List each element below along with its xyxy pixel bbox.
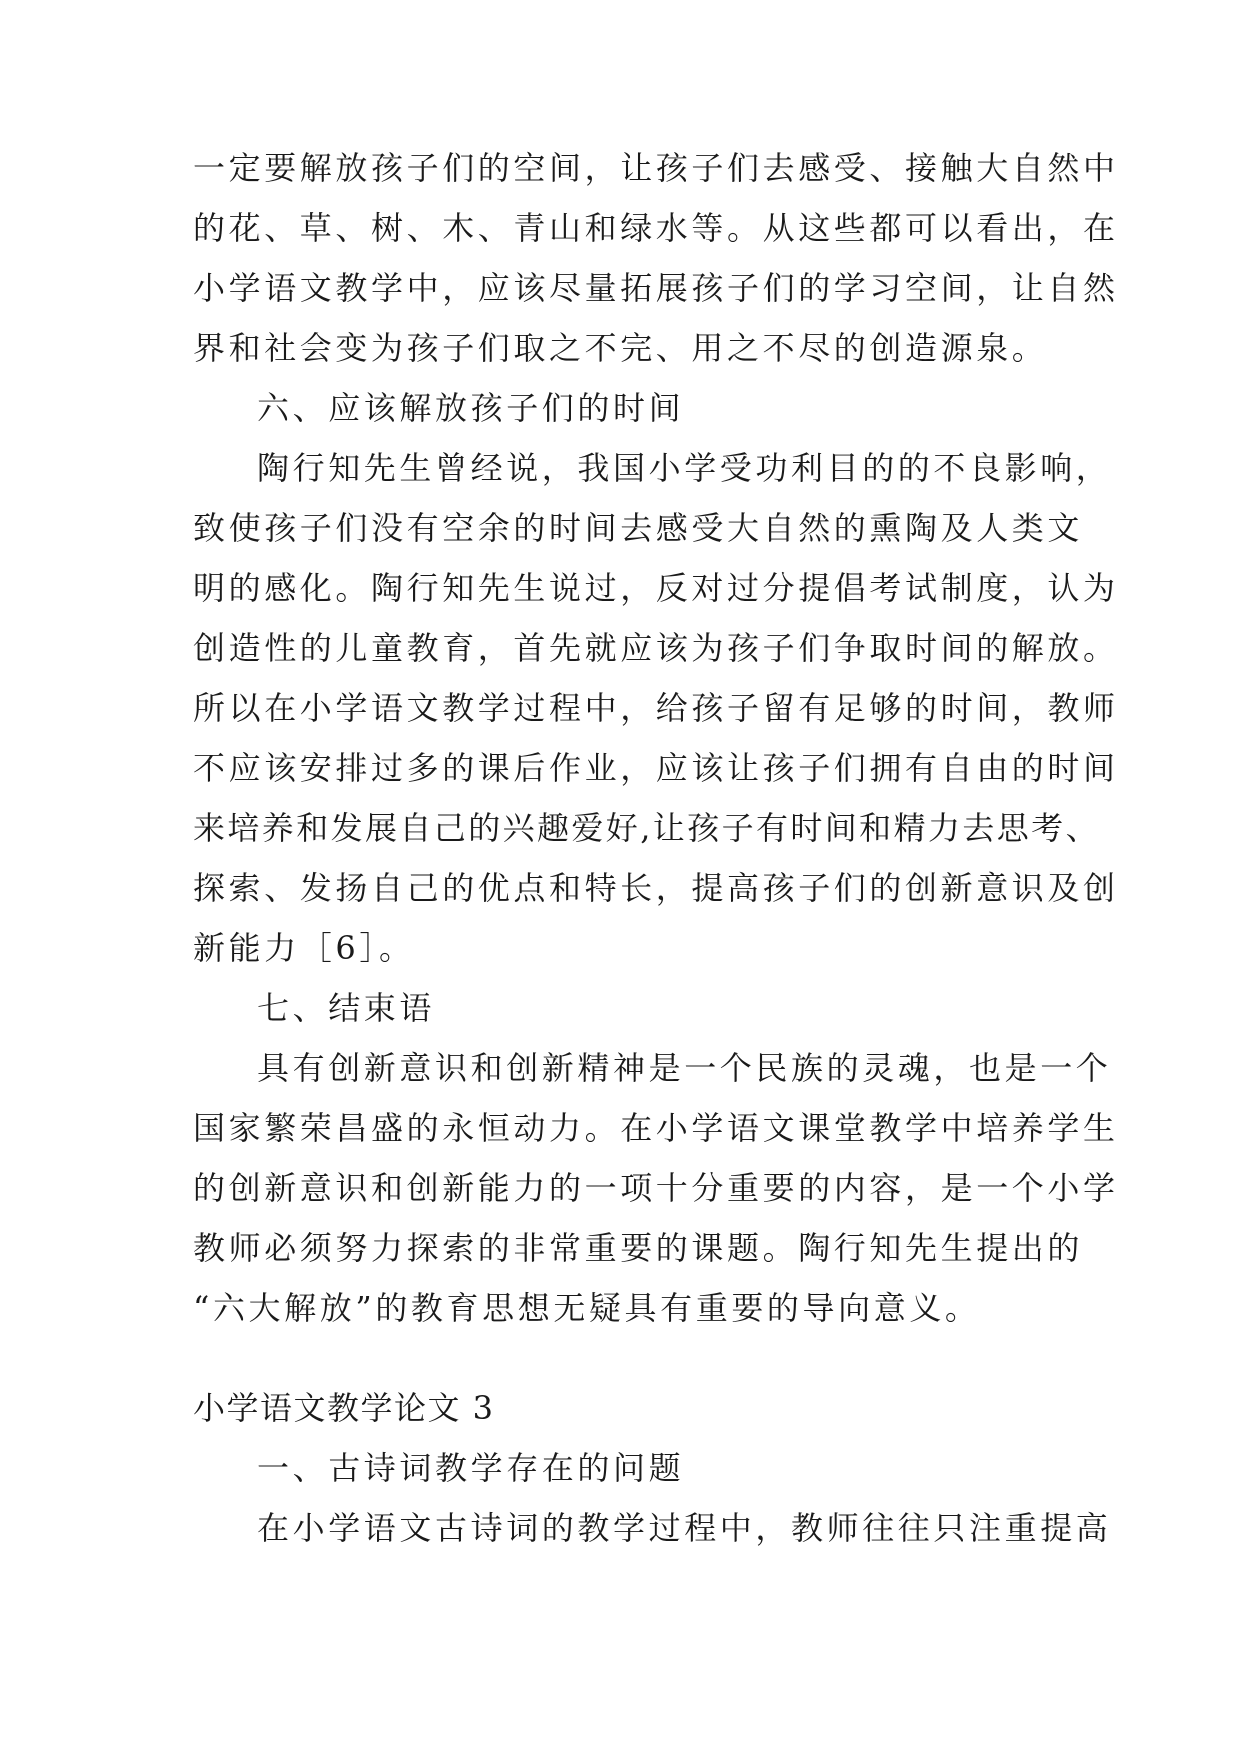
paragraph-line: 的花、草、树、木、青山和绿水等。从这些都可以看出，在 xyxy=(193,209,1119,247)
section-heading: 六、应该解放孩子们的时间 xyxy=(257,389,685,427)
paragraph-line: 界和社会变为孩子们取之不完、用之不尽的创造源泉。 xyxy=(193,329,1048,367)
paragraph-line: 新能力［6］。 xyxy=(193,929,415,967)
paragraph-line: 明的感化。陶行知先生说过，反对过分提倡考试制度，认为 xyxy=(193,569,1119,607)
section-heading: 七、结束语 xyxy=(257,989,436,1027)
paragraph-line: 不应该安排过多的课后作业，应该让孩子们拥有自由的时间 xyxy=(193,749,1119,787)
paragraph-line: 来培养和发展自己的兴趣爱好,让孩子有时间和精力去思考、 xyxy=(193,809,1100,847)
section-heading: 一、古诗词教学存在的问题 xyxy=(257,1449,685,1487)
paragraph-line: 创造性的儿童教育，首先就应该为孩子们争取时间的解放。 xyxy=(193,629,1119,667)
paragraph-line: 教师必须努力探索的非常重要的课题。陶行知先生提出的 xyxy=(193,1229,1084,1267)
paragraph-line: 在小学语文古诗词的教学过程中，教师往往只注重提高 xyxy=(257,1509,1112,1547)
paragraph-line: “六大解放”的教育思想无疑具有重要的导向意义。 xyxy=(193,1289,981,1327)
paragraph-line: 小学语文教学中，应该尽量拓展孩子们的学习空间，让自然 xyxy=(193,269,1119,307)
paragraph-line: 致使孩子们没有空余的时间去感受大自然的熏陶及人类文 xyxy=(193,509,1084,547)
paragraph-line: 的创新意识和创新能力的一项十分重要的内容，是一个小学 xyxy=(193,1169,1119,1207)
article-title: 小学语文教学论文 3 xyxy=(193,1389,495,1427)
paragraph-line: 所以在小学语文教学过程中，给孩子留有足够的时间，教师 xyxy=(193,689,1119,727)
paragraph-line: 国家繁荣昌盛的永恒动力。在小学语文课堂教学中培养学生 xyxy=(193,1109,1119,1147)
paragraph-line: 探索、发扬自己的优点和特长，提高孩子们的创新意识及创 xyxy=(193,869,1119,907)
paragraph-line: 具有创新意识和创新精神是一个民族的灵魂，也是一个 xyxy=(257,1049,1112,1087)
paragraph-line: 一定要解放孩子们的空间，让孩子们去感受、接触大自然中 xyxy=(193,149,1119,187)
paragraph-line: 陶行知先生曾经说，我国小学受功利目的的不良影响， xyxy=(257,449,1112,487)
